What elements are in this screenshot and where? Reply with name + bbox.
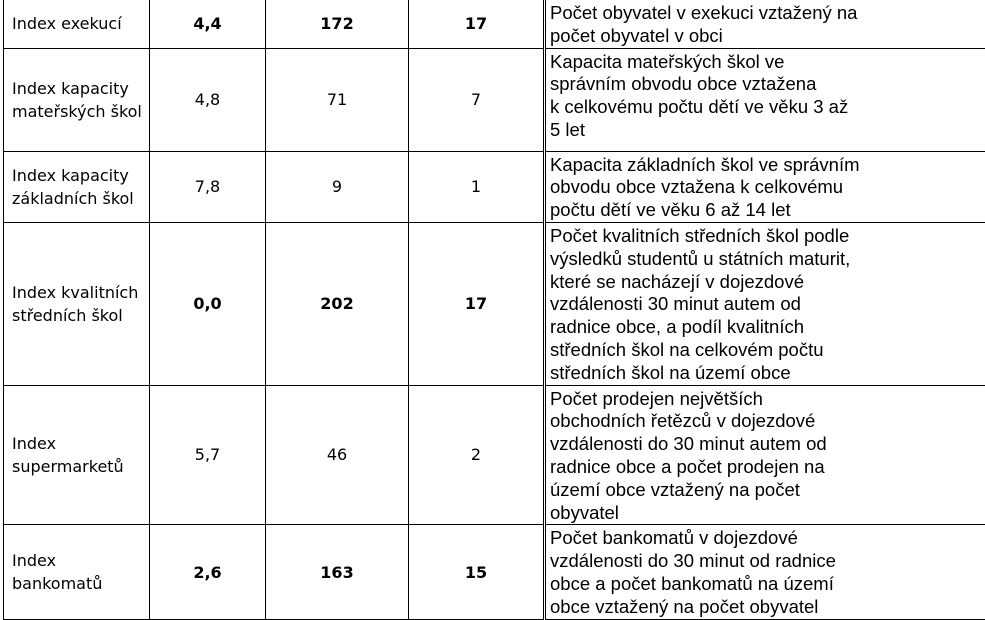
- description-line: 5 let: [550, 119, 985, 142]
- description-line: Počet obyvatel v exekuci vztažený na: [550, 2, 985, 25]
- description-line: středních škol na celkovém počtu: [550, 339, 985, 362]
- indicator-name-line: Index bankomatů: [12, 551, 102, 593]
- indicator-name-line: základních škol: [12, 189, 134, 208]
- indicator-name-line: středních škol: [12, 306, 123, 325]
- indicator-name-line: Index kapacity: [12, 79, 129, 98]
- rank-a-cell: 46: [266, 385, 409, 525]
- indicator-name-line: mateřských škol: [12, 102, 142, 121]
- indicator-value-cell: 4,4: [150, 0, 266, 48]
- indicator-value-cell: 0,0: [150, 222, 266, 385]
- rank-a-cell: 163: [266, 525, 409, 620]
- description-line: obvodu obce vztažena k celkovému: [550, 176, 985, 199]
- table-row: [4, 525, 985, 620]
- description-line: území obce vztažený na počet: [550, 479, 985, 502]
- rank-a-cell: 172: [266, 0, 409, 48]
- rank-a-cell: 9: [266, 151, 409, 222]
- description-line: obyvatel: [550, 502, 985, 525]
- description-line: počtu dětí ve věku 6 až 14 let: [550, 199, 985, 222]
- rank-b-cell: 1: [409, 151, 545, 222]
- description-line: které se nacházejí v dojezdové: [550, 271, 985, 294]
- description-line: Počet bankomatů v dojezdové: [550, 527, 985, 550]
- description-line: vzdálenosti do 30 minut od radnice: [550, 550, 985, 573]
- description-line: obce a počet bankomatů na území: [550, 573, 985, 596]
- indicator-table-body: [4, 0, 985, 620]
- table-row: [4, 222, 985, 385]
- table-row: [4, 151, 985, 222]
- description-line: radnice obce, a podíl kvalitních: [550, 316, 985, 339]
- indicator-name-cell: [4, 0, 150, 48]
- table-row: [4, 385, 985, 525]
- indicator-description-cell: [545, 48, 985, 151]
- table-row: [4, 48, 985, 151]
- description-line: radnice obce a počet prodejen na: [550, 456, 985, 479]
- indicator-value-cell: 7,8: [150, 151, 266, 222]
- indicator-value-cell: 5,7: [150, 385, 266, 525]
- indicator-value-cell: 4,8: [150, 48, 266, 151]
- indicator-description-cell: [545, 222, 985, 385]
- indicator-description-cell: [545, 525, 985, 620]
- rank-b-cell: 15: [409, 525, 545, 620]
- indicator-name-cell: [4, 222, 150, 385]
- indicator-name-cell: [4, 385, 150, 525]
- description-line: správním obvodu obce vztažena: [550, 73, 985, 96]
- description-line: středních škol na území obce: [550, 362, 985, 385]
- indicator-description-cell: [545, 385, 985, 525]
- description-line: obchodních řetězců v dojezdové: [550, 410, 985, 433]
- indicator-name-line: Index kvalitních: [12, 283, 138, 302]
- rank-b-cell: 7: [409, 48, 545, 151]
- description-line: Kapacita mateřských škol ve: [550, 51, 985, 74]
- rank-b-cell: 17: [409, 222, 545, 385]
- indicator-name-line: Index supermarketů: [12, 434, 124, 476]
- description-line: obce vztažený na počet obyvatel: [550, 596, 985, 619]
- indicator-value-cell: 2,6: [150, 525, 266, 620]
- indicator-description-cell: [545, 0, 985, 48]
- indicator-table: [3, 0, 985, 620]
- rank-b-cell: 2: [409, 385, 545, 525]
- rank-b-cell: 17: [409, 0, 545, 48]
- table-row: [4, 0, 985, 48]
- rank-a-cell: 202: [266, 222, 409, 385]
- description-line: Počet prodejen největších: [550, 388, 985, 411]
- indicator-name-cell: [4, 525, 150, 620]
- indicator-name-line: Index exekucí: [12, 14, 122, 33]
- indicator-description-cell: [545, 151, 985, 222]
- indicator-name-cell: [4, 48, 150, 151]
- description-line: vzdálenosti 30 minut autem od: [550, 293, 985, 316]
- description-line: výsledků studentů u státních maturit,: [550, 248, 985, 271]
- description-line: k celkovému počtu dětí ve věku 3 až: [550, 96, 985, 119]
- indicator-name-cell: [4, 151, 150, 222]
- rank-a-cell: 71: [266, 48, 409, 151]
- description-line: Kapacita základních škol ve správním: [550, 154, 985, 177]
- description-line: vzdálenosti do 30 minut autem od: [550, 433, 985, 456]
- description-line: Počet kvalitních středních škol podle: [550, 225, 985, 248]
- description-line: počet obyvatel v obci: [550, 25, 985, 48]
- indicator-name-line: Index kapacity: [12, 166, 129, 185]
